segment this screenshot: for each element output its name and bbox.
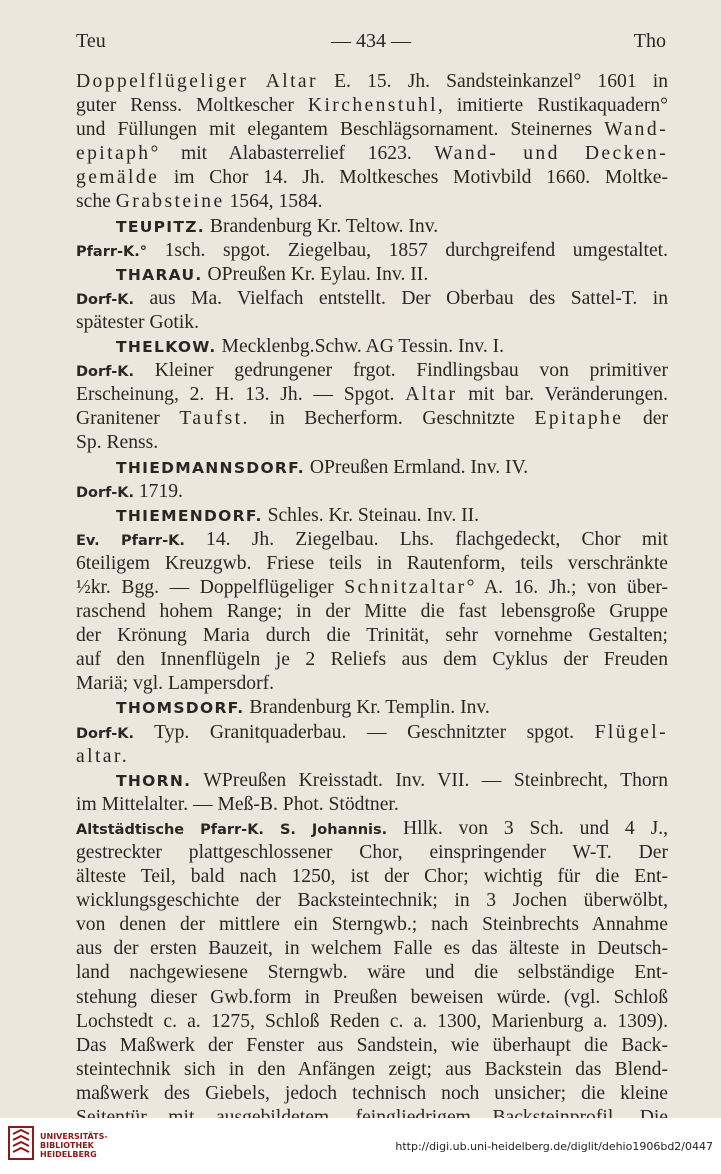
text-run: Brandenburg Kr. Templin. Inv. — [244, 697, 490, 719]
text-run: Wand- — [604, 119, 668, 141]
text-line — [76, 721, 668, 745]
text-line — [76, 889, 668, 913]
text-run: 14. Jh. Ziegelbau. Lhs. flachgedeckt, Chor mit — [184, 528, 668, 550]
permalink-url[interactable]: http://digi.ub.uni-heidelberg.de/diglit/dehio1906bd2/0447 — [395, 1140, 713, 1153]
library-name-line: HEIDELBERG — [40, 1150, 97, 1159]
text-line — [76, 1034, 668, 1058]
text-line — [76, 769, 668, 793]
text-run: ° mit Alabasterrelief 1623. — [150, 143, 435, 165]
text-run: und Füllungen mit elegantem Beschlägsornament. Steinernes — [76, 119, 605, 141]
text-run: spätester Gotik. — [76, 311, 199, 333]
entry-subheading: Dorf-K. — [76, 725, 134, 742]
text-run: epitaph — [76, 143, 151, 165]
text-run: älteste Teil, bald nach 1250, ist der Chor; wichtig für die Ent- — [76, 866, 668, 888]
text-run: Mariä; vgl. Lampersdorf. — [76, 673, 275, 695]
text-line — [76, 118, 668, 142]
text-line — [76, 456, 668, 480]
text-run: Wand- und Decken- — [434, 143, 668, 165]
text-run: Kirchenstuhl — [307, 95, 438, 117]
text-line — [76, 431, 668, 455]
entry-heading: THOMSDORF. — [116, 699, 245, 718]
text-run: sche — [76, 191, 116, 213]
text-run: Sp. Renss. — [76, 432, 159, 454]
library-name — [40, 1132, 108, 1159]
text-line — [76, 552, 668, 576]
text-run: Hllk. von 3 Sch. und 4 J., — [387, 817, 668, 839]
text-run: stehung dieser Gwb.form in Preußen beweisen würde. (vgl. Schloß — [76, 986, 668, 1008]
text-run: Das Maßwerk der Fenster aus Sandstein, wie überhaupt die Back- — [76, 1034, 668, 1056]
text-run: im Mittelalter. — Meß-B. Phot. Stödtner. — [76, 793, 399, 815]
text-line — [76, 961, 668, 985]
text-line — [76, 311, 668, 335]
text-line — [76, 865, 668, 889]
text-line — [76, 1010, 668, 1034]
text-run: der Krönung Maria durch die Trinität, sehr vornehme Gestalten; — [76, 625, 668, 647]
text-line — [76, 215, 668, 239]
entry-heading: TEUPITZ. — [116, 217, 205, 236]
running-header — [76, 30, 666, 58]
text-run: mit bar. Veränderungen. — [457, 384, 668, 406]
text-run: , imitierte Rustikaquadern° — [437, 95, 668, 117]
text-line — [76, 648, 668, 672]
entry-heading: THIEMENDORF. — [116, 506, 263, 525]
library-logo-icon — [8, 1126, 34, 1160]
viewer-footer — [0, 1118, 721, 1174]
text-run: in Becherform. Geschnitzte — [249, 408, 535, 430]
text-line — [76, 287, 668, 311]
entry-subheading: Altstädtische Pfarr-K. S. Johannis. — [76, 821, 388, 838]
header-right-keyword: Tho — [633, 30, 666, 52]
entry-subheading: Dorf-K. — [76, 364, 134, 381]
entry-subheading: Pfarr-K.° — [76, 243, 148, 260]
text-run: Doppelflügeliger Altar — [76, 71, 318, 92]
text-run: Erscheinung, 2. H. 13. Jh. — Spgot. — [76, 384, 406, 406]
text-line — [76, 142, 668, 166]
text-run: aus Ma. Vielfach entstellt. Der Oberbau des Sattel-T. in — [133, 287, 668, 309]
text-run: OPreußen Ermland. Inv. IV. — [304, 456, 529, 478]
text-run: im Chor 14. Jh. Moltkesches Motivbild 1660. Moltke- — [159, 167, 668, 189]
text-run: der — [623, 408, 668, 430]
text-run: Epitaphe — [534, 408, 624, 430]
text-run: Schnitzaltar — [344, 576, 467, 598]
text-run: Taufst. — [179, 408, 250, 430]
text-run: 1sch. spgot. Ziegelbau, 1857 durchgreifend umgestaltet. — [147, 239, 668, 261]
text-line — [76, 624, 668, 648]
text-line — [76, 793, 668, 817]
text-line — [76, 190, 668, 214]
page-number: — 434 — — [331, 30, 411, 52]
text-line — [76, 745, 668, 769]
text-run: gemälde — [76, 167, 160, 189]
text-line — [76, 359, 668, 383]
text-run: aus der ersten Bauzeit, in welchem Falle es das älteste in Deutsch- — [76, 938, 668, 960]
text-run: altar. — [76, 745, 130, 767]
text-line — [76, 166, 668, 190]
text-line — [76, 94, 668, 118]
entry-heading: THIEDMANNSDORF. — [116, 458, 305, 477]
text-line — [76, 672, 668, 696]
text-run: auf den Innenflügeln je 2 Reliefs aus dem Cyklus der Freuden — [76, 649, 668, 671]
library-name-line: UNIVERSITÄTS- — [40, 1132, 108, 1141]
entry-subheading: Dorf-K. — [76, 291, 134, 308]
text-run: Schles. Kr. Steinau. Inv. II. — [262, 504, 480, 526]
text-line — [76, 504, 668, 528]
text-run: OPreußen Kr. Eylau. Inv. II. — [202, 263, 429, 285]
body-text — [76, 70, 668, 1130]
text-run: E. 15. Jh. Sandsteinkanzel° 1601 in — [317, 71, 668, 92]
text-run: Altar — [405, 384, 458, 406]
text-run: Brandenburg Kr. Teltow. Inv. — [204, 215, 439, 237]
text-line — [76, 239, 668, 263]
text-line — [76, 70, 668, 94]
text-run: Grabsteine — [115, 191, 225, 213]
text-line — [76, 1058, 668, 1082]
text-line — [76, 407, 668, 431]
text-line — [76, 528, 668, 552]
text-run: Typ. Granitquaderbau. — Geschnitzter spgot. — [133, 721, 595, 743]
text-run: 1719. — [133, 480, 183, 502]
text-run: guter Renss. Moltkescher — [76, 95, 308, 117]
entry-heading: THELKOW. — [116, 338, 217, 357]
text-run: Flügel- — [594, 721, 668, 743]
text-line — [76, 480, 668, 504]
text-run: 6teiligem Kreuzgwb. Friese teils in Rautenform, teils verschränkte — [76, 552, 668, 574]
entry-subheading: Dorf-K. — [76, 484, 134, 501]
text-line — [76, 841, 668, 865]
text-line — [76, 576, 668, 600]
text-line — [76, 937, 668, 961]
text-line — [76, 263, 668, 287]
header-left-keyword: Teu — [76, 30, 106, 52]
text-line — [76, 600, 668, 624]
text-line — [76, 335, 668, 359]
text-line — [76, 383, 668, 407]
text-run: 1564, 1584. — [224, 191, 323, 213]
entry-heading: THORN. — [116, 771, 192, 790]
text-run: von denen der mittlere ein Sterngwb.; nach Steinbrechts Annahme — [76, 914, 668, 936]
text-line — [76, 913, 668, 937]
text-run: wicklungsgeschichte der Backsteintechnik; in 3 Jochen überwölbt, — [76, 890, 668, 912]
library-name-line: BIBLIOTHEK — [40, 1141, 94, 1150]
text-run: ° A. 16. Jh.; von über- — [466, 576, 668, 598]
text-run: gestreckter plattgeschlossener Chor, einspringender W-T. Der — [76, 842, 668, 863]
text-line — [76, 1082, 668, 1106]
text-line — [76, 696, 668, 720]
text-run: raschend hohem Range; in der Mitte die fast lebensgroße Gruppe — [76, 601, 668, 623]
text-line — [76, 986, 668, 1010]
entry-heading: THARAU. — [116, 265, 203, 284]
text-run: Mecklenbg.Schw. AG Tessin. Inv. I. — [216, 336, 505, 358]
text-run: Kleiner gedrungener frgot. Findlingsbau von primitiver — [133, 360, 668, 382]
text-run: Granitener — [76, 408, 180, 430]
text-run: WPreußen Kreisstadt. Inv. VII. — Steinbrecht, Thorn — [191, 769, 668, 791]
text-run: ½kr. Bgg. — Doppelflügeliger — [76, 576, 345, 598]
text-run: Lochstedt c. a. 1275, Schloß Reden c. a. 1300, Marienburg a. 1309). — [76, 1010, 668, 1032]
text-run: land nachgewiesene Sterngwb. wäre und die selbständige Ent- — [76, 962, 668, 984]
entry-subheading: Ev. Pfarr-K. — [76, 532, 185, 549]
text-line — [76, 817, 668, 841]
text-run: maßwerk des Giebels, jedoch technisch noch unsicher; die kleine — [76, 1082, 668, 1104]
text-run: steintechnik sich in den Anfängen zeigt; aus Backstein das Blend- — [76, 1058, 668, 1080]
